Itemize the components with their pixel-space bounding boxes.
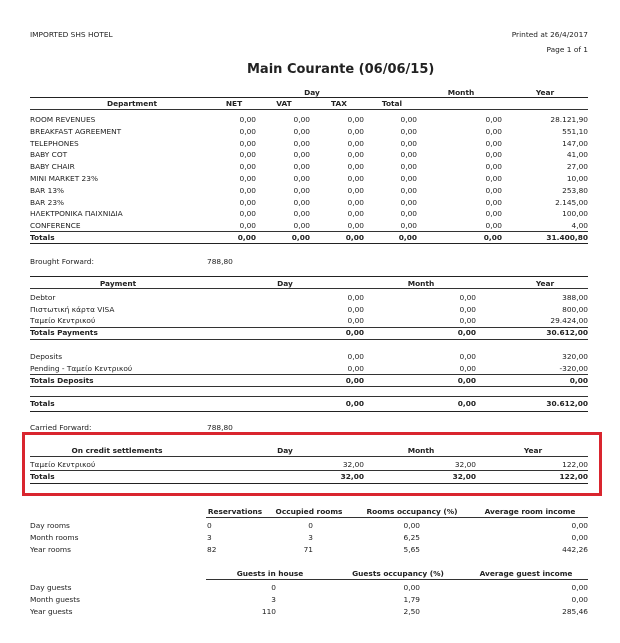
credit-totals-value: 122,00 bbox=[559, 472, 588, 481]
dept-row-value: 28.121,90 bbox=[550, 115, 588, 124]
report-title: Main Courante (06/06/15) bbox=[247, 62, 435, 77]
credit-totals-label: Totals bbox=[30, 472, 55, 481]
dept-row-value: 253,80 bbox=[562, 185, 588, 195]
dept-row-value: 0,00 bbox=[239, 197, 256, 207]
dept-row-value: 0,00 bbox=[485, 221, 502, 231]
deposit-totals-line bbox=[30, 374, 588, 375]
dept-row-value: 0,00 bbox=[400, 162, 417, 172]
payment-row-name: Πιστωτική κάρτα VISA bbox=[30, 304, 115, 314]
guests-row-in-house: 0 bbox=[271, 583, 276, 592]
guests-col-in-house: Guests in house bbox=[236, 569, 304, 578]
credit-row-name: Ταμείο Κεντρικού bbox=[30, 460, 96, 469]
deposit-totals-value: 0,00 bbox=[457, 376, 476, 385]
rooms-col-avg-income: Average room income bbox=[484, 507, 576, 516]
rooms-row-reservations: 82 bbox=[207, 545, 217, 554]
dept-row-value: 0,00 bbox=[239, 150, 256, 160]
dept-row-value: 0,00 bbox=[293, 185, 310, 195]
dept-row-value: 551,10 bbox=[562, 126, 588, 136]
credit-row-value: 122,00 bbox=[562, 460, 588, 469]
dept-row-name: BAR 23% bbox=[30, 197, 65, 207]
payment-col-day: Day bbox=[277, 279, 293, 288]
grand-totals-value: 0,00 bbox=[345, 399, 364, 408]
dept-totals-value: 31.400,80 bbox=[546, 233, 588, 242]
payment-row-value: 0,00 bbox=[459, 293, 476, 302]
rooms-row-occupied: 3 bbox=[308, 533, 313, 542]
credit-col-month: Month bbox=[407, 446, 435, 455]
dept-totals-value: 0,00 bbox=[483, 233, 502, 242]
deposit-totals-value: 0,00 bbox=[569, 376, 588, 385]
dept-row-value: 0,00 bbox=[400, 115, 417, 124]
guests-row-occupancy: 0,00 bbox=[403, 583, 420, 592]
credit-row-value: 32,00 bbox=[454, 460, 476, 469]
deposit-row-name: Deposits bbox=[30, 352, 63, 361]
deposit-row-value: 0,00 bbox=[459, 352, 476, 361]
payment-header-top-line bbox=[30, 276, 588, 277]
dept-group-month: Month bbox=[447, 88, 475, 97]
dept-row-value: 0,00 bbox=[293, 138, 310, 148]
dept-row-value: 2.145,00 bbox=[555, 197, 588, 207]
dept-row-value: 147,00 bbox=[562, 138, 588, 148]
dept-row-value: 0,00 bbox=[485, 174, 502, 183]
dept-header-top-line bbox=[30, 97, 588, 98]
payment-col-year: Year bbox=[535, 279, 555, 288]
guests-row-name: Year guests bbox=[30, 607, 73, 616]
dept-row-value: 0,00 bbox=[293, 150, 310, 160]
credit-col-year: Year bbox=[523, 446, 543, 455]
brought-forward-label: Brought Forward: bbox=[30, 257, 94, 266]
dept-group-day: Day bbox=[304, 88, 320, 97]
guests-row-avg-income: 285,46 bbox=[562, 607, 588, 616]
grand-totals-value: 30.612,00 bbox=[546, 399, 588, 408]
dept-row-name: ΗΛΕΚΤΡΟΝΙΚΑ ΠΑΙΧΝΙΔΙΑ bbox=[30, 209, 123, 219]
dept-row-value: 0,00 bbox=[400, 174, 417, 183]
dept-row-value: 0,00 bbox=[239, 115, 256, 124]
rooms-row-occupancy: 6,25 bbox=[403, 533, 420, 542]
payment-totals-bottom-line bbox=[30, 339, 588, 340]
grand-totals-bottom-line bbox=[30, 411, 588, 412]
deposit-row-value: 320,00 bbox=[562, 352, 588, 361]
dept-row-value: 0,00 bbox=[347, 115, 364, 124]
dept-row-value: 0,00 bbox=[239, 185, 256, 195]
dept-row-value: 0,00 bbox=[293, 197, 310, 207]
dept-row-value: 0,00 bbox=[347, 185, 364, 195]
dept-row-value: 0,00 bbox=[485, 138, 502, 148]
dept-row-value: 0,00 bbox=[293, 162, 310, 172]
carried-forward-value: 788,80 bbox=[207, 423, 233, 432]
dept-row-name: BAR 13% bbox=[30, 185, 65, 195]
dept-row-value: 0,00 bbox=[400, 126, 417, 136]
dept-row-value: 0,00 bbox=[347, 126, 364, 136]
dept-row-value: 0,00 bbox=[400, 209, 417, 219]
payment-row-value: 0,00 bbox=[347, 293, 364, 302]
deposit-row-value: 0,00 bbox=[459, 363, 476, 373]
dept-totals-value: 0,00 bbox=[237, 233, 256, 242]
dept-row-name: BREAKFAST AGREEMENT bbox=[30, 126, 122, 136]
credit-totals-value: 32,00 bbox=[340, 472, 364, 481]
dept-totals-value: 0,00 bbox=[398, 233, 417, 242]
dept-row-value: 0,00 bbox=[485, 209, 502, 219]
payment-header-bottom-line bbox=[30, 288, 588, 289]
rooms-row-name: Year rooms bbox=[30, 545, 71, 554]
guests-row-avg-income: 0,00 bbox=[571, 583, 588, 592]
guests-header-line bbox=[206, 579, 588, 580]
rooms-col-occupied: Occupied rooms bbox=[275, 507, 343, 516]
dept-row-value: 0,00 bbox=[485, 150, 502, 160]
dept-row-value: 0,00 bbox=[347, 221, 364, 231]
deposit-row-value: 0,00 bbox=[347, 352, 364, 361]
guests-col-avg-income: Average guest income bbox=[479, 569, 573, 578]
dept-row-value: 0,00 bbox=[400, 138, 417, 148]
dept-row-value: 0,00 bbox=[400, 221, 417, 231]
dept-row-value: 0,00 bbox=[239, 174, 256, 183]
dept-row-name: CONFERENCE bbox=[30, 221, 81, 231]
dept-row-value: 0,00 bbox=[347, 197, 364, 207]
payment-row-value: 0,00 bbox=[459, 316, 476, 326]
dept-row-value: 0,00 bbox=[347, 162, 364, 172]
rooms-row-occupancy: 0,00 bbox=[403, 521, 420, 530]
brought-forward-value: 788,80 bbox=[207, 257, 233, 266]
dept-bottom-line bbox=[30, 243, 588, 244]
hotel-name: IMPORTED SHS HOTEL bbox=[30, 30, 113, 39]
rooms-row-occupied: 71 bbox=[303, 545, 313, 554]
dept-row-value: 0,00 bbox=[347, 150, 364, 160]
dept-col-total: Total bbox=[381, 99, 403, 108]
dept-row-value: 100,00 bbox=[562, 209, 588, 219]
dept-row-value: 0,00 bbox=[293, 209, 310, 219]
deposit-row-name: Pending - Ταμείο Κεντρικού bbox=[30, 363, 133, 373]
credit-col-title: On credit settlements bbox=[71, 446, 163, 455]
rooms-row-avg-income: 442,26 bbox=[562, 545, 588, 554]
payment-row-value: 0,00 bbox=[347, 316, 364, 326]
dept-row-value: 0,00 bbox=[239, 138, 256, 148]
rooms-header-line bbox=[206, 517, 588, 518]
dept-row-value: 0,00 bbox=[293, 115, 310, 124]
dept-col-department: Department bbox=[106, 99, 158, 108]
guests-row-occupancy: 2,50 bbox=[403, 607, 420, 616]
dept-row-value: 0,00 bbox=[293, 221, 310, 231]
dept-row-name: TELEPHONES bbox=[30, 138, 79, 148]
dept-row-value: 41,00 bbox=[566, 150, 588, 160]
payment-row-value: 0,00 bbox=[347, 304, 364, 314]
dept-row-value: 0,00 bbox=[239, 126, 256, 136]
payment-row-value: 388,00 bbox=[562, 293, 588, 302]
dept-col-net: NET bbox=[225, 99, 243, 108]
deposit-totals-label: Totals Deposits bbox=[30, 376, 94, 385]
dept-row-value: 0,00 bbox=[293, 174, 310, 183]
dept-row-value: 0,00 bbox=[239, 209, 256, 219]
dept-header-bottom-line bbox=[30, 109, 588, 110]
guests-row-name: Day guests bbox=[30, 583, 72, 592]
credit-totals-value: 32,00 bbox=[452, 472, 476, 481]
payment-row-value: 800,00 bbox=[562, 304, 588, 314]
printed-date: Printed at 26/4/2017 bbox=[511, 30, 588, 39]
dept-row-value: 0,00 bbox=[347, 174, 364, 183]
dept-col-tax: TAX bbox=[331, 99, 347, 108]
guests-row-in-house: 110 bbox=[261, 607, 276, 616]
grand-totals-label: Totals bbox=[30, 399, 55, 408]
dept-row-value: 0,00 bbox=[347, 209, 364, 219]
dept-row-value: 0,00 bbox=[485, 197, 502, 207]
rooms-row-name: Month rooms bbox=[30, 533, 79, 542]
dept-row-value: 0,00 bbox=[485, 185, 502, 195]
dept-row-value: 0,00 bbox=[400, 197, 417, 207]
grand-totals-top-line bbox=[30, 396, 588, 397]
dept-row-name: BABY CHAIR bbox=[30, 162, 75, 172]
dept-row-value: 0,00 bbox=[400, 185, 417, 195]
dept-row-name: BABY COT bbox=[30, 150, 68, 160]
rooms-row-reservations: 3 bbox=[207, 533, 212, 542]
payment-col-payment: Payment bbox=[99, 279, 137, 288]
rooms-row-occupied: 0 bbox=[308, 521, 313, 530]
dept-row-value: 0,00 bbox=[239, 162, 256, 172]
rooms-col-reservations: Reservations bbox=[207, 507, 263, 516]
dept-row-value: 0,00 bbox=[485, 126, 502, 136]
dept-row-name: ROOM REVENUES bbox=[30, 115, 96, 124]
rooms-row-avg-income: 0,00 bbox=[571, 521, 588, 530]
rooms-row-name: Day rooms bbox=[30, 521, 70, 530]
deposit-row-value: -320,00 bbox=[559, 363, 588, 373]
dept-row-value: 0,00 bbox=[347, 138, 364, 148]
deposit-bottom-line bbox=[30, 386, 588, 387]
dept-row-value: 0,00 bbox=[239, 221, 256, 231]
dept-row-name: MINI MARKET 23% bbox=[30, 174, 98, 183]
credit-row-value: 32,00 bbox=[342, 460, 364, 469]
dept-group-year: Year bbox=[535, 88, 555, 97]
carried-forward-label: Carried Forward: bbox=[30, 423, 92, 432]
dept-row-value: 0,00 bbox=[400, 150, 417, 160]
deposit-row-value: 0,00 bbox=[347, 363, 364, 373]
rooms-row-occupancy: 5,65 bbox=[403, 545, 420, 554]
payment-totals-line bbox=[30, 327, 588, 328]
payment-row-value: 29.424,00 bbox=[550, 316, 588, 326]
guests-row-avg-income: 0,00 bbox=[571, 595, 588, 604]
dept-row-value: 0,00 bbox=[293, 126, 310, 136]
credit-col-day: Day bbox=[277, 446, 293, 455]
payment-totals-value: 0,00 bbox=[457, 328, 476, 337]
dept-row-value: 27,00 bbox=[566, 162, 588, 172]
dept-totals-line bbox=[30, 231, 588, 232]
rooms-col-occupancy: Rooms occupancy (%) bbox=[366, 507, 458, 516]
dept-row-value: 10,00 bbox=[566, 174, 588, 183]
deposit-totals-value: 0,00 bbox=[345, 376, 364, 385]
page-number: Page 1 of 1 bbox=[546, 45, 588, 54]
rooms-row-avg-income: 0,00 bbox=[571, 533, 588, 542]
dept-row-value: 0,00 bbox=[485, 162, 502, 172]
dept-totals-value: 0,00 bbox=[291, 233, 310, 242]
guests-row-name: Month guests bbox=[30, 595, 81, 604]
guests-row-occupancy: 1,79 bbox=[403, 595, 420, 604]
guests-row-in-house: 3 bbox=[271, 595, 276, 604]
payment-totals-label: Totals Payments bbox=[30, 328, 98, 337]
dept-row-value: 0,00 bbox=[485, 115, 502, 124]
grand-totals-value: 0,00 bbox=[457, 399, 476, 408]
payment-row-value: 0,00 bbox=[459, 304, 476, 314]
payment-row-name: Debtor bbox=[30, 293, 56, 302]
rooms-row-reservations: 0 bbox=[207, 521, 212, 530]
on-credit-highlight-box bbox=[22, 432, 602, 496]
payment-totals-value: 30.612,00 bbox=[546, 328, 588, 337]
dept-totals-value: 0,00 bbox=[345, 233, 364, 242]
payment-totals-value: 0,00 bbox=[345, 328, 364, 337]
guests-col-occupancy: Guests occupancy (%) bbox=[352, 569, 444, 578]
dept-row-value: 4,00 bbox=[571, 221, 588, 231]
dept-col-vat: VAT bbox=[276, 99, 292, 108]
payment-col-month: Month bbox=[407, 279, 435, 288]
payment-row-name: Ταμείο Κεντρικού bbox=[30, 316, 96, 326]
dept-totals-label: Totals bbox=[30, 233, 55, 242]
